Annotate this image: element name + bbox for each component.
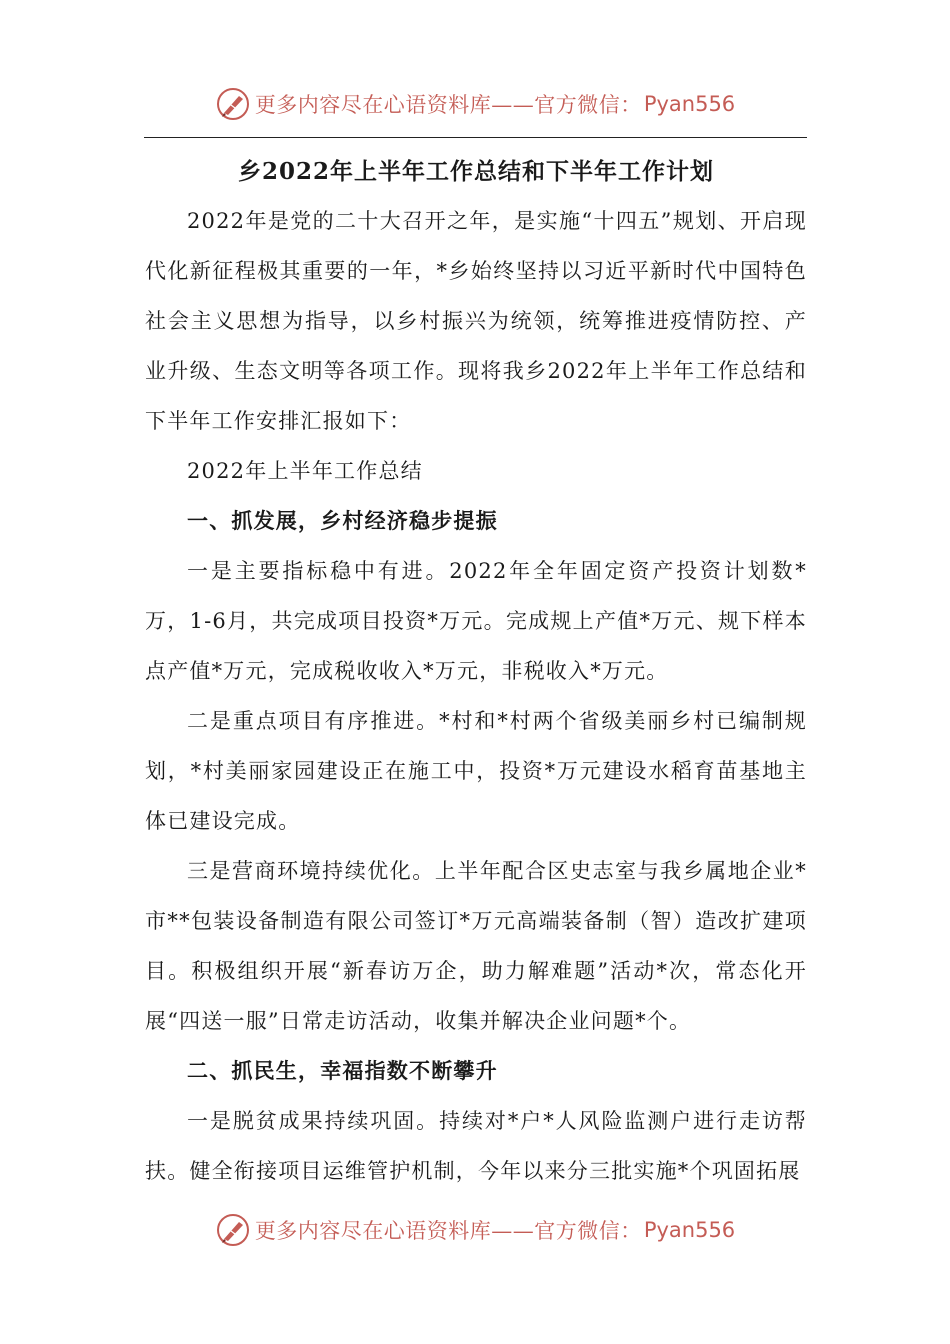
paragraph-poverty-alleviation: 一是脱贫成果持续巩固。持续对*户*人风险监测户进行走访帮扶。健全衔接项目运维管护机制，今年以来分三批实施*个巩固拓展 [145, 1109, 807, 1183]
header-divider [144, 137, 807, 138]
section-heading-development: 一、抓发展，乡村经济稳步提振 [187, 508, 498, 533]
paragraph-intro: 2022年是党的二十大召开之年，是实施“十四五”规划、开启现代化新征程极其重要的一年，*乡始终坚持以习近平新时代中国特色社会主义思想为指导，以乡村振兴为统领，统筹推进疫情防控、产业升级、生态文明等各项工作。现将我乡2022年上半年工作总结和下半年工作安排汇报如下： [145, 209, 807, 433]
document-title: 乡2022年上半年工作总结和下半年工作计划 [237, 158, 714, 185]
paragraph-indicators: 一是主要指标稳中有进。2022年全年固定资产投资计划数*万，1-6月，共完成项目投资*万元。完成规上产值*万元、规下样本点产值*万元，完成税收收入*万元，非税收入*万元。 [145, 559, 807, 683]
paragraph-business-environment: 三是营商环境持续优化。上半年配合区史志室与我乡属地企业*市**包装设备制造有限公司签订*万元高端装备制（智）造改扩建项目。积极组织开展“新春访万企，助力解难题”活动*次，常态化开展“四送一服”日常走访活动，收集并解决企业问题*个。 [145, 859, 807, 1033]
section-heading-livelihood: 二、抓民生，幸福指数不断攀升 [187, 1058, 498, 1083]
banner-text: 更多内容尽在心语资料库——官方微信： [254, 1219, 642, 1243]
banner-text: 更多内容尽在心语资料库——官方微信： [254, 93, 642, 117]
fountain-pen-logo-icon [215, 86, 251, 122]
document-body [145, 148, 807, 1196]
paragraph-key-projects: 二是重点项目有序推进。*村和*村两个省级美丽乡村已编制规划，*村美丽家园建设正在施工中，投资*万元建设水稻育苗基地主体已建设完成。 [145, 709, 807, 833]
paragraph-section-label: 2022年上半年工作总结 [187, 459, 423, 483]
fountain-pen-logo-icon [215, 1212, 251, 1248]
footer-banner [0, 1210, 950, 1250]
wechat-id: Pyan556 [643, 1218, 736, 1242]
wechat-id: Pyan556 [643, 92, 736, 116]
header-banner [0, 84, 950, 124]
